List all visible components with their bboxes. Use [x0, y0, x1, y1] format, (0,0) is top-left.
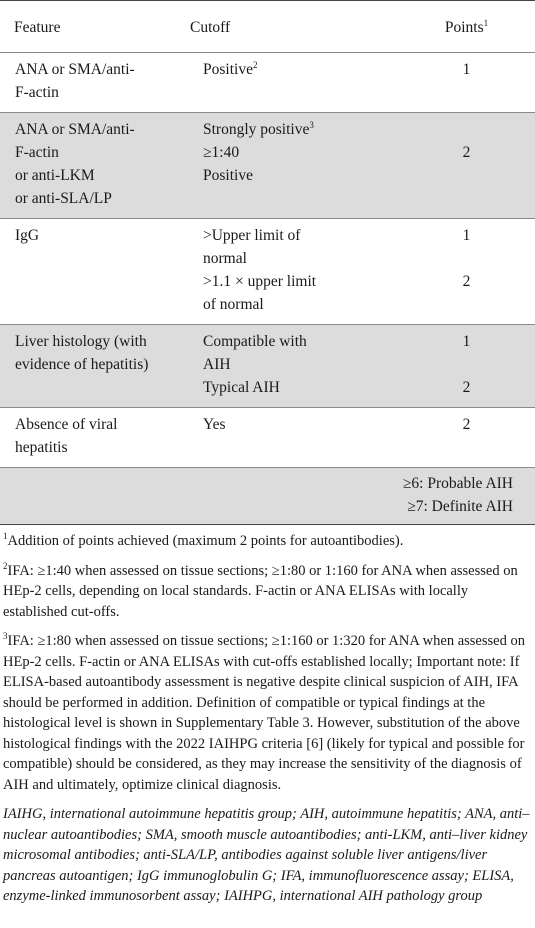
cutoff-line	[203, 118, 390, 141]
feature-line: F-actin	[15, 84, 59, 101]
header-points-label: Points	[444, 19, 484, 36]
cutoff-text: normal	[203, 250, 247, 267]
feature-line: or anti-LKM	[15, 167, 95, 184]
summary-definite: ≥7: Definite AIH	[407, 498, 513, 515]
cutoff-cell	[190, 408, 390, 468]
footnote-3	[3, 622, 532, 795]
cutoff-text: >Upper limit of	[203, 227, 301, 244]
points-value: 2	[462, 144, 471, 161]
cutoff-line	[203, 164, 390, 187]
points-cell	[390, 408, 535, 468]
header-points	[390, 1, 535, 53]
cutoff-line	[203, 413, 390, 436]
cutoff-text: AIH	[203, 356, 231, 373]
feature-line: F-actin	[15, 144, 59, 161]
feature-line: Liver histology (with	[15, 333, 147, 350]
cutoff-line	[203, 330, 390, 353]
summary-cell	[0, 468, 535, 525]
feature-cell	[0, 408, 190, 468]
cutoff-line	[203, 353, 390, 376]
table-header-row	[0, 1, 535, 53]
cutoff-text: Positive	[203, 167, 253, 184]
cutoff-text: ≥1:40	[203, 144, 240, 161]
points-spacer	[398, 353, 535, 376]
points-cell	[390, 113, 535, 219]
cutoff-text: Strongly positive	[203, 121, 310, 138]
cutoff-footnote-mark: 2	[252, 59, 258, 70]
header-cutoff: Cutoff	[190, 1, 390, 53]
cutoff-text: of normal	[203, 296, 264, 313]
footnote-3-mark: 3	[3, 631, 8, 642]
footnote-2	[3, 552, 532, 623]
table-row	[0, 325, 535, 408]
points-value: 2	[462, 416, 471, 433]
feature-line: IgG	[15, 227, 40, 244]
points-spacer	[398, 118, 535, 141]
cutoff-cell	[190, 219, 390, 325]
cutoff-text: >1.1 × upper limit	[203, 273, 317, 290]
feature-cell	[0, 219, 190, 325]
points-value: 1	[462, 333, 471, 350]
cutoff-cell	[190, 325, 390, 408]
cutoff-line	[203, 376, 390, 399]
header-points-sup: 1	[483, 17, 489, 28]
summary-row	[0, 468, 535, 525]
footnote-2-mark: 2	[3, 560, 8, 571]
table-row	[0, 53, 535, 113]
feature-cell	[0, 53, 190, 113]
cutoff-cell	[190, 113, 390, 219]
points-value: 1	[462, 61, 471, 78]
cutoff-text: Positive	[203, 61, 253, 78]
cutoff-footnote-mark: 3	[309, 119, 314, 130]
footnote-2-text: IFA: ≥1:40 when assessed on tissue sections; ≥1:80 or 1:160 for ANA when assessed on HEp-2 cells, depending on local standards. F-actin or ANA ELISAs with locally established cut-offs.	[3, 562, 518, 620]
cutoff-line	[203, 247, 390, 270]
cutoff-text: Yes	[203, 416, 226, 433]
points-value: 2	[462, 273, 471, 290]
points-cell	[390, 219, 535, 325]
cutoff-line	[203, 58, 390, 81]
table-body	[0, 53, 535, 525]
footnote-1-mark: 1	[3, 531, 8, 542]
table-row	[0, 408, 535, 468]
cutoff-line	[203, 141, 390, 164]
footnote-1-text: Addition of points achieved (maximum 2 points for autoantibodies).	[7, 533, 404, 549]
cutoff-line	[203, 270, 390, 293]
cutoff-text: Typical AIH	[203, 379, 280, 396]
footnotes	[0, 525, 535, 907]
table-row	[0, 113, 535, 219]
feature-line: ANA or SMA/anti-	[15, 121, 135, 138]
cutoff-cell	[190, 53, 390, 113]
cutoff-text: Compatible with	[203, 333, 307, 350]
feature-line: evidence of hepatitis)	[15, 356, 149, 373]
summary-probable: ≥6: Probable AIH	[402, 475, 513, 492]
cutoff-line	[203, 293, 390, 316]
feature-cell	[0, 325, 190, 408]
table-row	[0, 219, 535, 325]
points-cell	[390, 53, 535, 113]
feature-line: hepatitis	[15, 439, 68, 456]
feature-line: Absence of viral	[15, 416, 118, 433]
points-value: 1	[462, 227, 471, 244]
feature-line: or anti-SLA/LP	[15, 190, 112, 207]
cutoff-line	[203, 224, 390, 247]
footnote-3-text: IFA: ≥1:80 when assessed on tissue sections; ≥1:160 or 1:320 for ANA when assessed on HEp-2 cells. F-actin or ANA ELISAs with cut-offs established locally; Important note: If ELISA-based autoantibody assessment is negative despite clinical suspicion of AIH, IFA should be performed in addition. Definition of compatible or typical findings at the histological level is shown in Supplementary Table 3. However, substitution of the above histological findings with the 2022 IAIHPG criteria [6] (likely for typical and possible for compatible) should be considered, as they may increase the sensitivity of the diagnosis of AIH and ultimately, optimize clinical diagnosis.	[3, 633, 525, 793]
points-value: 2	[462, 379, 471, 396]
points-cell	[390, 325, 535, 408]
feature-cell	[0, 113, 190, 219]
feature-line: ANA or SMA/anti-	[15, 61, 135, 78]
points-spacer	[398, 247, 535, 270]
abbreviations: IAIHG, international autoimmune hepatitis group; AIH, autoimmune hepatitis; ANA, anti–nuclear autoantibodies; SMA, smooth muscle autoantibodies; anti-LKM, anti–liver kidney microsomal antibodies; anti-SLA/LP, antibodies against soluble liver antigens/liver pancreas autoantigen; IgG immunoglobulin G; IFA, immunofluorescence assay; ELISA, enzyme-linked immunosorbent assay; IAIHPG, international AIH pathology group	[3, 806, 530, 904]
footnote-1	[3, 525, 532, 552]
header-feature: Feature	[0, 1, 190, 53]
